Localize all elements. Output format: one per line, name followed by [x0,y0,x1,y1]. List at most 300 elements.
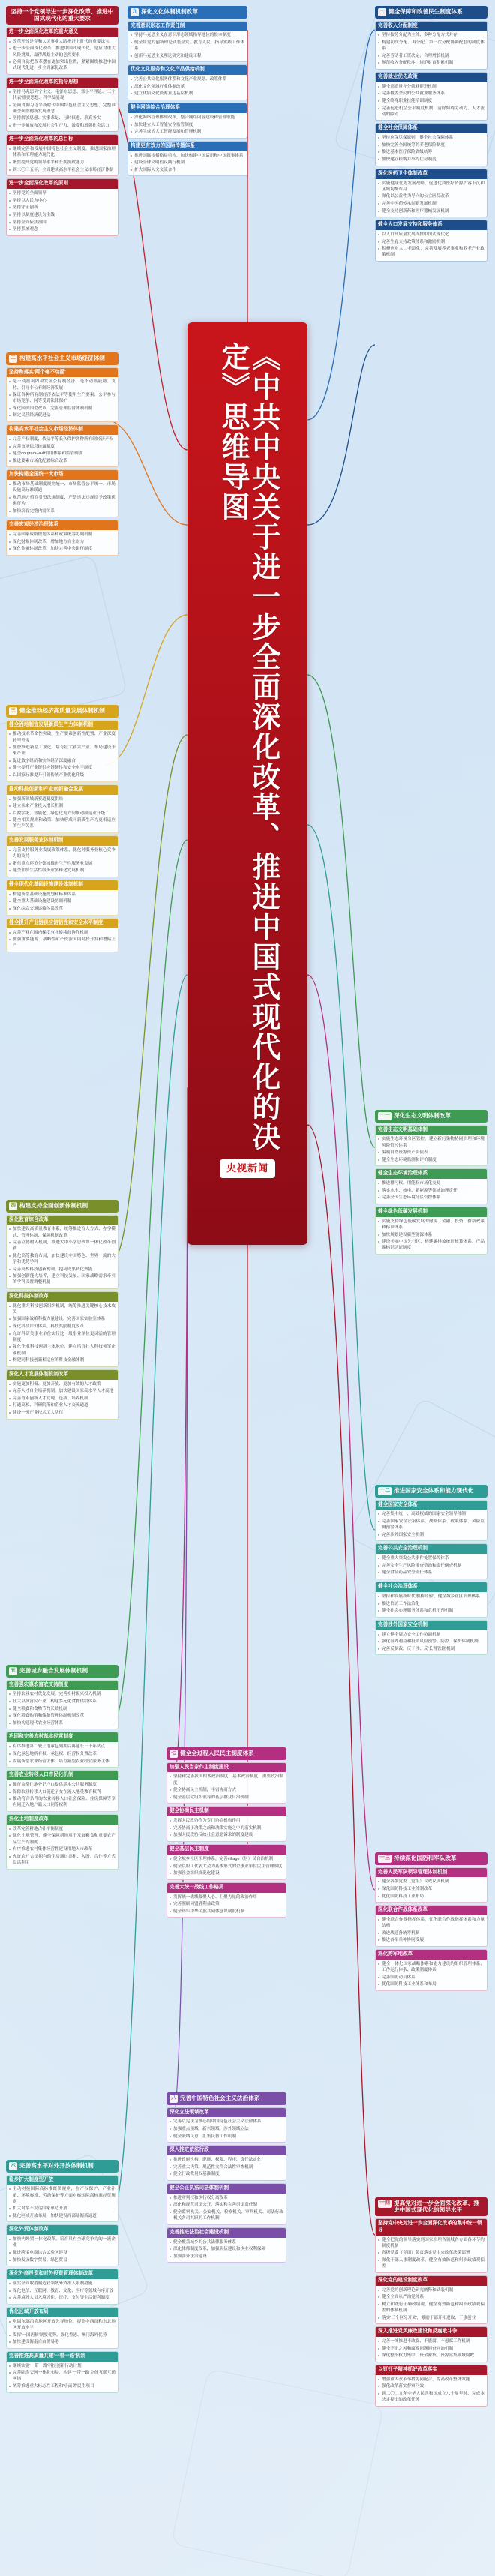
section-item-list [376,1915,487,1946]
branch-title: 构建高水平社会主义市场经济体制 [20,355,105,361]
branch-title: 推进国家安全体系和能力现代化 [394,1487,474,1494]
list-item: 坚持守正创新 [9,205,116,211]
list-item: 深化干部人事制度改革，健全有效防范和纠治政绩观偏差 [378,2257,484,2269]
list-item: 完善国家安全法治体系、战略体系、政策体系、风险监测预警体系 [378,1519,484,1531]
section-item-list [7,1380,118,1419]
section-card[interactable] [128,103,248,139]
section-item-list [7,1780,118,1811]
branch-title: 提高党对进一步全面深化改革、推进中国式现代化的领导水平 [394,2200,479,2214]
section-card[interactable] [375,1500,488,1542]
section-title: 进一步全面深化改革的指导思想 [7,78,118,88]
section-card[interactable] [6,520,118,556]
list-item: 完善重大决策、规范性文件合法性审查机制 [170,2164,284,2170]
branch-title: 完善城乡融合发展体制机制 [20,1667,88,1674]
section-item-list [7,1690,118,1729]
branch-header-7[interactable] [166,2092,286,2105]
list-item: 完善产权制度，依法平等长久保护各种所有制经济产权 [9,436,116,442]
section-title: 完善涉外国家安全机制 [376,1621,487,1630]
list-item: 深化科技评价体系、科技奖励制度改革 [9,1324,116,1330]
list-item: 发挥统一战线凝聚人心、汇聚力量的政治作用 [170,1894,284,1900]
section-item-list [7,37,118,74]
list-item: 完善协商于决策之前和决策实施之中的落实机制 [170,1825,284,1831]
section-card[interactable] [6,880,118,916]
list-item: 深化金融体制改革，加快完善中央银行制度 [9,546,116,552]
section-title: 优化文化服务和文化产品供给机制 [128,65,247,75]
branch-title: 完善高水平对外开放体制机制 [20,2162,94,2169]
section-title: 进一步全面深化改革的总目标 [7,135,118,145]
list-item: 推动市场基础制度规则统一、市场监管公平统一、市场设施高标准联通 [9,481,116,493]
list-item: 推进排污权、用能权市场化交易 [378,1180,484,1186]
section-title: 健全绿色低碳发展机制 [376,1207,487,1217]
branch-header-9[interactable] [375,6,488,19]
section-card[interactable] [375,123,488,166]
section-item-list [376,2286,487,2324]
list-item: 积极应对人口老龄化，完善发展养老事业和养老产业政策机制 [378,246,484,258]
branch-6[interactable] [166,1747,286,1920]
section-card[interactable] [6,1814,118,1870]
branch-4[interactable] [6,1665,118,1872]
section-item-list [7,1225,118,1288]
section-card[interactable] [6,27,118,75]
section-card[interactable] [6,835,118,877]
list-item: 加快内外贸一体化改革，培育具有全球竞争力的一流企业 [9,2236,116,2248]
list-item: 落实'三个区分开来'，激励干部开拓进取、干事创业 [378,2315,484,2321]
section-item-list [7,530,118,555]
branch-header-8[interactable] [128,6,248,19]
section-card[interactable] [375,72,488,121]
section-item-list [7,480,118,517]
list-item: 坚持农业农村优先发展，完善乡村振兴投入机制 [9,1691,116,1697]
branch-header-0[interactable] [6,6,118,25]
list-item: 优化重大科技创新组织机制，统筹推进关键核心技术攻关 [9,1303,116,1315]
section-title: 完善宏观经济治理体系 [7,520,118,530]
section-title: 完善收入分配制度 [376,22,487,31]
section-card[interactable] [6,469,118,517]
section-item-list [167,2238,286,2263]
list-item: 健全重大基础设施建设协调机制 [9,898,116,904]
section-item-list [7,846,118,877]
list-item: 加快规划建设新型能源体系 [378,1232,484,1238]
list-item: 进一步解放和发展社会生产力、激发和增强社会活力 [9,123,116,129]
list-item: 加快建设高质量教育体系，统筹推进育人方式、办学模式、管理体制、保障机制改革 [9,1226,116,1238]
list-item: 健全加快生活性服务业多样化发展机制 [9,868,116,874]
section-card[interactable] [6,1680,118,1730]
list-item: 规范地方招商引资法规制度，严禁违法违规给予政策优惠行为 [9,495,116,507]
branch-number: 二 [9,355,17,363]
section-card[interactable] [375,1543,488,1579]
branch-number: 八 [170,2095,178,2103]
list-item: 健全各级党委（党组）议战议训机制 [378,1879,484,1885]
branch-header-1[interactable] [6,352,118,365]
section-title: 健全基层民主制度 [167,1845,286,1855]
list-item: 深化财税体制改革，增加地方自主财力 [9,539,116,545]
list-item: 健全把党的领导落实到国家治理各领域各方面各环节的制度机制 [378,2237,484,2249]
list-item: 以数字化、智能化、绿色化为方向推动制造业升级 [9,811,116,817]
branch-header-10[interactable] [375,1110,488,1123]
list-item: 健全吸纳民意、汇集民智工作机制 [170,2134,284,2140]
branch-10[interactable] [375,1110,488,1257]
list-item: 加快发展数字贸易、绿色贸易 [9,2257,116,2263]
branch-header-3[interactable] [6,1200,118,1213]
section-card[interactable] [166,2145,286,2181]
list-item: 落实水电、核电、新能源等领域治理责任 [378,1188,484,1194]
section-card[interactable] [375,2275,488,2324]
section-title: 健全因地制宜发展新质生产力体制机制 [7,721,118,730]
list-item: 完善高校科技创新机制，提高成果转化效能 [9,1267,116,1273]
list-item: 健全социальный信用体系和监管制度 [9,451,116,457]
list-item: 完善国家战略规划体系和政策统筹协调机制 [9,532,116,538]
list-item: 坚持以人民为中心 [9,198,116,204]
list-item: 保障农业转移人口随迁子女在流入地受教育权利 [9,1789,116,1795]
branch-11[interactable] [375,1485,488,1657]
branch-title: 深化生态文明体制改革 [394,1112,451,1119]
section-card[interactable] [166,1806,286,1842]
list-item: 加快培育完整内需体系 [9,508,116,514]
list-item: 改进战建备统筹机制 [378,1930,484,1936]
center-title-card [188,322,308,1245]
section-card[interactable] [6,424,118,467]
list-item: 完善中医药传承创新发展机制 [378,201,484,207]
section-card[interactable] [6,1770,118,1812]
list-item: 增强重大改革举措协同配合，提高改革整体效能 [378,2377,484,2383]
list-item: 壮大县域富民产业，构建多元化食物供给体系 [9,1699,116,1705]
list-item: 坚持解放思想、实事求是、与时俱进、求真务实 [9,115,116,121]
section-card[interactable] [375,21,488,70]
list-item: 坚持和发展新时代'枫桥经验'，健全城乡社区治理体系 [378,1594,484,1600]
section-card[interactable] [375,2218,488,2273]
list-item: 完善促进机会公平制度机制，清除妨碍劳动力、人才流动的障碍 [378,106,484,118]
list-item: 坚持系统观念 [9,226,116,232]
list-item: 完善境外人员入境居住、医疗、支付等生活便利制度 [9,2295,116,2301]
branch-title: 健全全过程人民民主制度体系 [180,1750,254,1756]
list-item: 有序推进农村集体经营性建设用地入市改革 [9,1846,116,1852]
section-item-list [7,189,118,235]
branch-0[interactable] [6,6,118,238]
section-item-list [376,133,487,165]
section-title: 优化区域开放布局 [7,2308,118,2317]
list-item: 加强涉外法治建设 [170,2254,284,2260]
section-item-list [128,151,247,176]
list-item: 完善产业在国内梯度有序转移的协作机制 [9,930,116,936]
list-item: 完善覆盖全民的公共就业服务体系 [378,91,484,97]
section-title: 健全人口发展支持和服务体系 [376,220,487,230]
section-item-list [376,1217,487,1254]
section-title: 深化医药卫生体制改革 [376,169,487,179]
section-card[interactable] [166,2183,286,2225]
section-item-list [376,82,487,121]
section-card[interactable] [6,2269,118,2305]
section-title: 深化教育综合改革 [7,1216,118,1225]
list-item: 构建同科技创新相适应的科技金融体制 [9,1357,116,1363]
list-item: 实施支持绿色低碳发展的财税、金融、投资、价格政策和标准体系 [378,1219,484,1231]
section-card[interactable] [128,21,248,63]
branch-number: 十一 [378,1112,392,1120]
list-item: 健全粮食和食物节约长效机制 [9,1706,116,1712]
section-title: 完善推进法治社会建设机制 [167,2228,286,2238]
branch-number: 九 [130,8,139,16]
list-item: 深化国资国企改革，完善管理监督体制机制 [9,406,116,412]
list-item: 继续实施'一带一路'科技创新行动计划 [9,2363,116,2369]
branch-3[interactable] [6,1200,118,1422]
section-card[interactable] [6,1291,118,1367]
branch-2[interactable] [6,705,118,955]
section-card[interactable] [375,2365,488,2407]
list-item: 改革完善耕地占补平衡制度 [9,1826,116,1832]
section-item-list [7,145,118,175]
section-card[interactable] [166,1844,286,1880]
section-title: 健全国家安全体系 [376,1501,487,1510]
list-item: 健全协商民主机制，丰富协商方式 [170,1787,284,1793]
section-title: 完善发展服务业体制机制 [7,836,118,846]
section-card[interactable] [6,367,118,423]
list-item: 推进政府机构、职能、权限、程序、责任法定化 [170,2157,284,2163]
list-item: 健全覆盖城乡的公共法律服务体系 [170,2239,284,2245]
list-item: 加强创新能力培养，建立科技发展、国家战略需求牵引的学科设置调整机制 [9,1273,116,1285]
list-item: 改革开放是党和人民事业大踏步赶上时代的重要法宝 [9,39,116,45]
section-card[interactable] [128,141,248,177]
section-item-list [376,2375,487,2406]
list-item: 到二〇三五年，全面建成高水平社会主义市场经济体制 [9,167,116,173]
list-item: 完善公共文化服务体系和文化产业规划、政策体系 [130,76,244,82]
list-item: 推进国际传播格局重构，加快构建中国话语和中国叙事体系 [130,153,244,159]
branch-12[interactable] [375,1852,488,1993]
section-card[interactable] [6,918,118,952]
section-card[interactable] [6,2175,118,2223]
section-title: 健全提升产业链供应链韧性和安全水平制度 [7,919,118,928]
branch-number: 三 [9,707,17,715]
branch-number: 十二 [378,1487,392,1495]
branch-header-2[interactable] [6,705,118,718]
branch-header-6[interactable] [166,1747,286,1760]
list-item: 加快构建现代农业经营体系 [9,1720,116,1726]
list-item: 推进要素市场化配置综合改革 [9,458,116,464]
section-title: 健全生态环境治理体系 [376,1169,487,1179]
list-item: 加强重要能源、战略性矿产资源国内勘探开发和增储上产 [9,937,116,949]
branch-header-13[interactable] [375,2197,488,2216]
section-card[interactable] [166,2107,286,2143]
section-card[interactable] [6,2307,118,2349]
section-card[interactable] [166,2227,286,2263]
section-item-list [7,890,118,915]
branch-header-11[interactable] [375,1485,488,1498]
section-title: 健全公正执法司法体制机制 [167,2184,286,2194]
list-item: 坚持全面依法治国 [9,220,116,226]
branch-number: 七 [170,1750,178,1758]
list-item: 健全全面从严治党体系 [378,2294,484,2300]
branch-header-5[interactable] [6,2160,118,2173]
section-title: 健全现代化基础设施建设体制机制 [7,880,118,890]
section-item-list [7,2362,118,2392]
branch-number: 四 [9,1202,17,1210]
list-item: 必须自觉把改革摆在更加突出位置，紧紧围绕推进中国式现代化进一步全面深化改革 [9,59,116,71]
section-card[interactable] [375,1620,488,1656]
list-item: 优化区域开放布局，加快建设西部陆海新通道 [9,2213,116,2219]
list-item: 推进基本医疗保险省级统筹 [378,149,484,155]
section-item-list [7,2185,118,2221]
list-item: 继续完善和发展中国特色社会主义制度，推进国家治理体系和治理能力现代化 [9,146,116,158]
section-title: 深化人才发展体制机制改革 [7,1370,118,1380]
list-item: 完善反制裁、反干涉、反'长臂管辖'机制 [378,1646,484,1652]
list-item: 完善劳动者工资决定、合理增长机制 [378,53,484,59]
list-item: 健全以职工代表大会为基本形式的企事业单位民主管理制度 [170,1864,284,1870]
list-item: 加强社会组织规范化建设 [170,1870,284,1876]
list-item: 完善青年创新人才发现、选拔、培养机制 [9,1396,116,1402]
section-item-list [167,1816,286,1841]
list-item: 发展新型农业经营主体，培育新型农业经营服务主体 [9,1759,116,1765]
list-item: 健全基层党组织领导的基层群众自治机制 [170,1795,284,1801]
list-item: 进一步全面深化改革、推进中国式现代化，是应对重大风险挑战、赢得战略主动的必然要求 [9,46,116,58]
section-card[interactable] [375,1582,488,1618]
section-card[interactable] [375,1168,488,1204]
decorative-shape [171,2368,385,2576]
section-card[interactable] [6,2224,118,2266]
list-item: 深化文化领域行业体制改革 [130,84,244,90]
section-card[interactable] [6,784,118,833]
branch-5[interactable] [6,2160,118,2395]
list-item: 强化改革落实督察问效 [378,2383,484,2389]
section-card[interactable] [6,77,118,133]
branch-number: 十 [378,8,386,16]
section-title: 深化党的建设制度改革 [376,2276,487,2286]
list-item: 健全高质量充分就业促进机制 [378,84,484,90]
section-item-list [7,795,118,833]
section-title: 加快构建全国统一大市场 [7,470,118,480]
branch-header-4[interactable] [6,1665,118,1678]
section-item-list [128,75,247,100]
section-title: 深化联合作战体系改革 [376,1906,487,1915]
list-item: 坚持和完善我国根本政治制度、基本政治制度、重要政治制度 [170,1774,284,1786]
list-item: 完善安全生产风险排查整治和责任倒查机制 [378,1563,484,1569]
section-card[interactable] [128,64,248,100]
list-item: 健全一体化国家战略体系和能力建设的组织管理体系、工作运行体系、政策制度体系 [378,1961,484,1973]
list-item: 完善涉外国家安全机制 [378,1532,484,1538]
list-item: 统筹推进重大标志性工程和'小而美'民生项目 [9,2383,116,2389]
section-card[interactable] [166,1762,286,1804]
section-title: 深化科技体制改革 [7,1292,118,1302]
section-item-list [376,1630,487,1655]
section-item-list [7,377,118,421]
branch-title: 健全推动经济高质量发展体制机制 [20,707,105,714]
list-item: 坚持按劳分配为主体、多种分配方式并存 [378,32,484,38]
list-item: 建立优质文化资源直达基层机制 [130,91,244,97]
section-card[interactable] [166,1882,286,1918]
section-item-list [167,2194,286,2224]
branch-number: 十三 [378,1855,392,1863]
section-card[interactable] [375,1905,488,1947]
section-title: 巩固和完善农村基本经营制度 [7,1732,118,1742]
list-item: 建设全球文明倡议践行机制 [130,160,244,166]
list-item: 加强新领域新赛道制度供给 [9,796,116,802]
list-item: 强化企业科技创新主体地位，建立培育壮大科技领军企业机制 [9,1344,116,1356]
branch-number: 十四 [378,2200,392,2208]
list-item: 主动对接国际高标准经贸规则，在产权保护、产业补贴、环境标准、劳动保护等方面对标国际高标准经贸规则 [9,2186,116,2204]
list-item: 完善党的创新理论研究阐释和武装机制 [378,2287,484,2293]
section-item-list [7,88,118,132]
section-item-list [376,1179,487,1204]
branch-header-12[interactable] [375,1852,488,1865]
list-item: 树立和践行正确政绩观，健全有效防范和纠治政绩观偏差的体制机制 [378,2302,484,2314]
branch-1[interactable] [6,352,118,558]
list-item: 完善照顾同盟者利益政策 [170,1901,284,1907]
section-card[interactable] [6,1215,118,1289]
section-item-list [376,179,487,217]
section-item-list [7,1825,118,1869]
branch-7[interactable] [166,2092,286,2265]
section-title: 健全社会保障体系 [376,124,487,133]
section-item-list [376,1510,487,1540]
section-card[interactable] [375,220,488,262]
list-item: 深化粮食购销和储备管理体制机制改革 [9,1713,116,1719]
list-item: 规范收入分配秩序，规范财富积累机制 [378,60,484,66]
list-item: 深化整治权力集中、资金密集、资源富集领域腐败 [378,2353,484,2359]
list-item: 推进跨境电商综合试验区建设 [9,2250,116,2256]
list-item: 允许农户合法拥有的住房通过出租、入股、合作等方式盘活利用 [9,1854,116,1866]
branch-9[interactable] [375,6,488,264]
section-card[interactable] [6,178,118,236]
section-card[interactable] [375,1867,488,1903]
list-item: 发挥人民政协作为专门协商机构作用 [170,1818,284,1824]
section-card[interactable] [375,1207,488,1255]
list-item: 加快建立人工智能安全监管制度 [130,122,244,128]
branch-8[interactable] [128,6,248,178]
section-item-list [7,928,118,952]
list-item: 深化综合交通运输体系改革 [9,906,116,912]
section-card[interactable] [6,134,118,176]
section-card[interactable] [375,1125,488,1167]
list-item: 健全生态环境监测和评价制度 [378,1157,484,1163]
branch-title: 完善中国特色社会主义法治体系 [180,2095,260,2101]
list-item: 建立未来产业投入增长机制 [9,803,116,809]
section-title: 完善大统一战线工作格局 [167,1883,286,1893]
section-card[interactable] [6,720,118,782]
list-item: 坚持马克思列宁主义、毛泽东思想、邓小平理论、'三个代表'重要思想、科学发展观 [9,89,116,101]
section-title: 深入推进党风廉政建设和反腐败斗争 [376,2327,487,2337]
branch-number: 五 [9,1667,17,1675]
section-card[interactable] [375,2326,488,2362]
section-title: 构建高水平社会主义市场经济体制 [7,425,118,435]
list-item: 完善生育支持政策体系和激励机制 [378,239,484,245]
list-item: 健全联合作战指挥体系，优化联合作战指挥体系和力量结构 [378,1917,484,1929]
list-item: 强化海外利益和投资风险预警、防控、保护体制机制 [378,1639,484,1645]
section-card[interactable] [6,2351,118,2393]
list-item: 实施更加积极、更加开放、更加有效的人才政策 [9,1381,116,1387]
section-item-list [128,31,247,61]
list-item: 推动技术革命性突破、生产要素创新性配置、产业深度转型升级 [9,731,116,743]
list-item: 坚持应保尽保原则，健全社会保障体系 [378,135,484,141]
list-item: 制定民营经济促进法 [9,412,116,418]
list-item: 建立健全周边安全工作协调机制 [378,1632,484,1638]
section-item-list [376,1877,487,1902]
list-item: 推进审判权和执行权分离改革 [170,2195,284,2201]
section-card[interactable] [6,1369,118,1420]
list-item: 编制自然资源资产负债表 [378,1150,484,1156]
section-card[interactable] [375,169,488,217]
branch-13[interactable] [375,2197,488,2409]
list-item: 坚持以制度建设为主线 [9,212,116,218]
list-item: 聚焦重点环节分领域推进生产性服务业发展 [9,861,116,867]
list-item: 健全城乡社区治理体系，完善village（居）民自治机制 [170,1856,284,1862]
section-card[interactable] [375,1949,488,1991]
list-item: 健全终身职业技能培训制度 [378,98,484,104]
list-item: 加快推进新型工业化，培育壮大新兴产业、布局建设未来产业 [9,745,116,757]
section-title: 坚持和落实'两个毫不动摇' [7,368,118,378]
list-item: 完善陆海天网一体化布局，构建'一带一路'立体互联互通网络 [9,2370,116,2382]
branch-number: 六 [9,2162,17,2170]
section-card[interactable] [6,1732,118,1768]
section-item-list [376,1960,487,1990]
list-item: 聚焦提高党的领导水平和长期执政能力 [9,160,116,166]
list-item: 健全社会心理服务体系和危机干预机制 [378,1608,484,1614]
